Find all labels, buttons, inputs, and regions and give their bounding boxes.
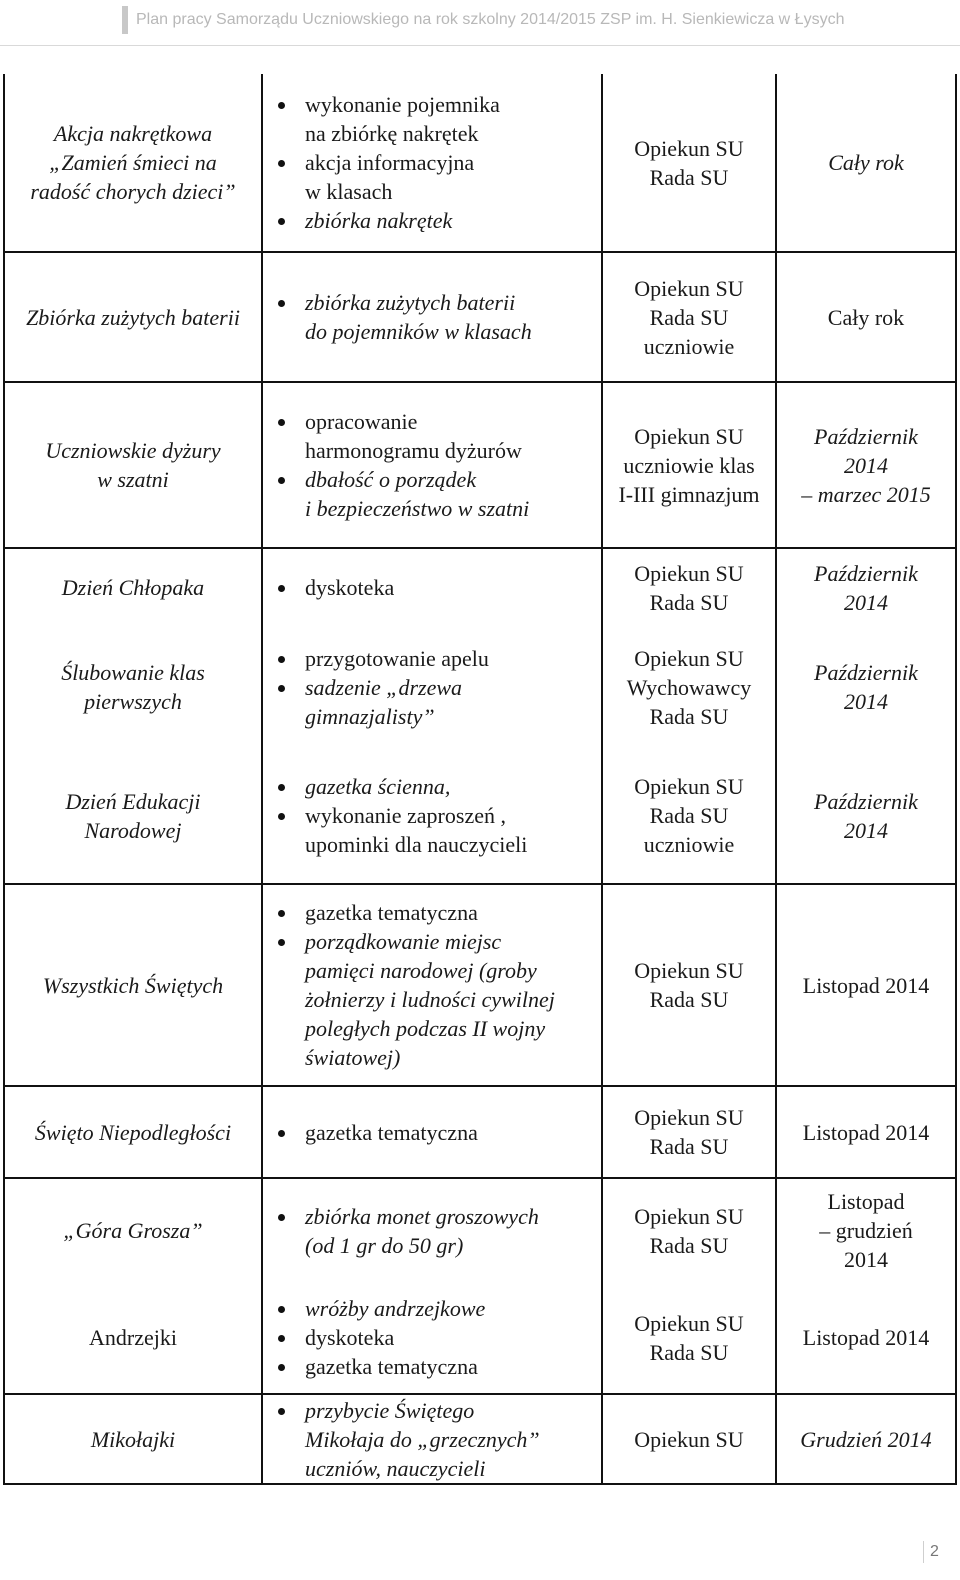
term-line: Październik (814, 560, 918, 586)
event-name-cell (4, 252, 262, 382)
term-line: – grudzień (819, 1218, 913, 1243)
activities-list (263, 1396, 601, 1483)
activities-list (263, 772, 601, 859)
event-name-line: pierwszych (84, 689, 182, 714)
term-line: Październik (814, 788, 918, 814)
term-cell (776, 1282, 956, 1394)
event-name-line: „Góra Grosza” (63, 1218, 203, 1243)
term-line: – marzec 2015 (801, 481, 931, 507)
header-accent-bar (122, 6, 128, 34)
term-line: Listopad 2014 (802, 1325, 930, 1350)
term-line: Październik (814, 660, 918, 685)
activity-item: dbałość o porządek i bezpieczeństwo w szatni (305, 465, 601, 523)
activity-item: dyskoteka (305, 573, 601, 602)
term-cell (776, 548, 956, 626)
term-line: 2014 (844, 452, 888, 478)
event-name-cell (4, 74, 262, 252)
event-name-line: Ślubowanie klas (61, 660, 205, 685)
term-cell (776, 748, 956, 884)
activities-list (263, 573, 601, 602)
event-name-line: Wszystkich Świętych (42, 972, 224, 998)
activity-item: gazetka tematyczna (305, 1118, 601, 1147)
responsible-cell (602, 884, 776, 1086)
table-row (4, 74, 956, 252)
activities-list (263, 644, 601, 731)
event-name-line: Zbiórka zużytych baterii (26, 304, 240, 330)
activities-cell (262, 548, 602, 626)
responsible-line: Opiekun SU (634, 1105, 744, 1130)
responsible-line: Opiekun SU (634, 135, 744, 161)
activities-list (263, 1118, 601, 1147)
responsible-line: I-III gimnazjum (618, 481, 760, 507)
table-row (4, 1178, 956, 1282)
responsible-cell (602, 548, 776, 626)
activities-cell (262, 1178, 602, 1282)
event-name-cell (4, 1282, 262, 1394)
table-row (4, 748, 956, 884)
activities-list (263, 288, 601, 346)
responsible-line: Rada SU (649, 304, 729, 330)
event-name-line: Mikołajki (90, 1426, 176, 1452)
event-name-line: Andrzejki (89, 1325, 177, 1350)
activity-item: dyskoteka (305, 1323, 601, 1352)
term-cell (776, 382, 956, 548)
responsible-cell (602, 748, 776, 884)
responsible-line: Opiekun SU (634, 1310, 744, 1336)
term-cell (776, 1394, 956, 1484)
activities-cell (262, 626, 602, 748)
term-line: 2014 (844, 817, 888, 843)
event-name-cell (4, 748, 262, 884)
event-name-line: Akcja nakrętkowa (53, 121, 213, 146)
activity-item: akcja informacyjna w klasach (305, 148, 601, 206)
table-row (4, 252, 956, 382)
responsible-line: Opiekun SU (634, 275, 744, 301)
table-row (4, 1282, 956, 1394)
responsible-cell (602, 1178, 776, 1282)
event-name-cell (4, 1394, 262, 1484)
page-number: 2 (923, 1541, 939, 1563)
event-name-line: Narodowej (84, 817, 182, 843)
activities-cell (262, 382, 602, 548)
activities-list (263, 898, 601, 1072)
activity-item: przygotowanie apelu (305, 644, 601, 673)
activity-item: gazetka tematyczna (305, 1352, 601, 1381)
responsible-cell (602, 74, 776, 252)
activity-item: opracowanie harmonogramu dyżurów (305, 407, 601, 465)
activity-item: sadzenie „drzewa gimnazjalisty” (305, 673, 601, 731)
event-name-cell (4, 382, 262, 548)
responsible-line: Rada SU (649, 1232, 729, 1258)
activities-cell (262, 748, 602, 884)
responsible-line: Opiekun SU (634, 774, 744, 799)
responsible-line: Opiekun SU (634, 958, 744, 983)
table-row (4, 1086, 956, 1178)
term-line: Listopad 2014 (802, 972, 930, 998)
responsible-line: uczniowie klas (623, 452, 755, 478)
event-name-line: Uczniowskie dyżury (45, 438, 221, 463)
term-cell (776, 74, 956, 252)
responsible-line: Rada SU (649, 164, 729, 190)
term-line: 2014 (844, 689, 888, 714)
responsible-line: uczniowie (643, 333, 735, 359)
term-cell (776, 252, 956, 382)
activities-cell (262, 1282, 602, 1394)
event-name-line: radość chorych dzieci” (30, 179, 236, 204)
event-name-line: „Zamień śmieci na (49, 150, 217, 175)
activities-cell (262, 74, 602, 252)
term-line: Cały rok (828, 150, 904, 175)
table-row (4, 548, 956, 626)
responsible-cell (602, 252, 776, 382)
responsible-cell (602, 626, 776, 748)
term-cell (776, 1178, 956, 1282)
term-line: Listopad 2014 (802, 1119, 930, 1145)
event-name-line: w szatni (97, 467, 169, 492)
term-cell (776, 626, 956, 748)
responsible-cell (602, 1394, 776, 1484)
activity-item: zbiórka nakrętek (305, 206, 601, 235)
plan-table (3, 74, 957, 1485)
table-row (4, 382, 956, 548)
responsible-cell (602, 382, 776, 548)
activity-item: zbiórka zużytych baterii do pojemników w klasach (305, 288, 601, 346)
responsible-line: Wychowawcy (626, 674, 752, 700)
event-name-line: Dzień Chłopaka (61, 575, 205, 600)
event-name-line: Dzień Edukacji (65, 788, 201, 814)
table-row (4, 626, 956, 748)
term-line: 2014 (844, 589, 888, 615)
responsible-line: Opiekun SU (634, 1203, 744, 1229)
responsible-line: Rada SU (649, 1339, 729, 1365)
activity-item: porządkowanie miejsc pamięci narodowej (groby żołnierzy i ludności cywilnej poległych podczas II wojny światowej) (305, 927, 601, 1072)
responsible-line: Opiekun SU (634, 1426, 744, 1452)
event-name-line: Święto Niepodległości (34, 1119, 232, 1145)
responsible-line: Opiekun SU (634, 645, 744, 671)
activities-list (263, 1202, 601, 1260)
activity-item: wykonanie zaproszeń , upominki dla nauczycieli (305, 801, 601, 859)
responsible-line: Rada SU (649, 803, 729, 828)
event-name-cell (4, 884, 262, 1086)
activity-item: gazetka ścienna, (305, 772, 601, 801)
term-line: 2014 (844, 1247, 888, 1272)
activity-item: wróżby andrzejkowe (305, 1294, 601, 1323)
term-cell (776, 1086, 956, 1178)
responsible-cell (602, 1282, 776, 1394)
term-line: Listopad (827, 1189, 905, 1214)
activities-list (263, 1294, 601, 1381)
activity-item: przybycie Świętego Mikołaja do „grzecznych” uczniów, nauczycieli (305, 1396, 601, 1483)
responsible-line: Opiekun SU (634, 560, 744, 586)
activities-cell (262, 1086, 602, 1178)
term-line: Grudzień 2014 (800, 1426, 932, 1452)
responsible-line: Rada SU (649, 987, 729, 1012)
activities-list (263, 90, 601, 235)
responsible-line: Rada SU (649, 1134, 729, 1159)
activities-cell (262, 252, 602, 382)
activities-list (263, 407, 601, 523)
event-name-cell (4, 1086, 262, 1178)
activities-cell (262, 884, 602, 1086)
term-line: Październik (814, 423, 918, 449)
header-title: Plan pracy Samorządu Uczniowskiego na rok szkolny 2014/2015 ZSP im. H. Sienkiewicza w Łysych (136, 11, 845, 28)
responsible-line: uczniowie (643, 832, 735, 857)
event-name-cell (4, 548, 262, 626)
responsible-cell (602, 1086, 776, 1178)
header-rule (0, 45, 960, 46)
responsible-line: Rada SU (649, 703, 729, 729)
responsible-line: Opiekun SU (634, 423, 744, 449)
activity-item: wykonanie pojemnika na zbiórkę nakrętek (305, 90, 601, 148)
responsible-line: Rada SU (649, 589, 729, 615)
event-name-cell (4, 1178, 262, 1282)
running-header (122, 6, 844, 34)
event-name-cell (4, 626, 262, 748)
activity-item: zbiórka monet groszowych (od 1 gr do 50 gr) (305, 1202, 601, 1260)
activity-item: gazetka tematyczna (305, 898, 601, 927)
table-row (4, 884, 956, 1086)
activities-cell (262, 1394, 602, 1484)
term-cell (776, 884, 956, 1086)
term-line: Cały rok (827, 304, 905, 330)
table-row (4, 1394, 956, 1484)
